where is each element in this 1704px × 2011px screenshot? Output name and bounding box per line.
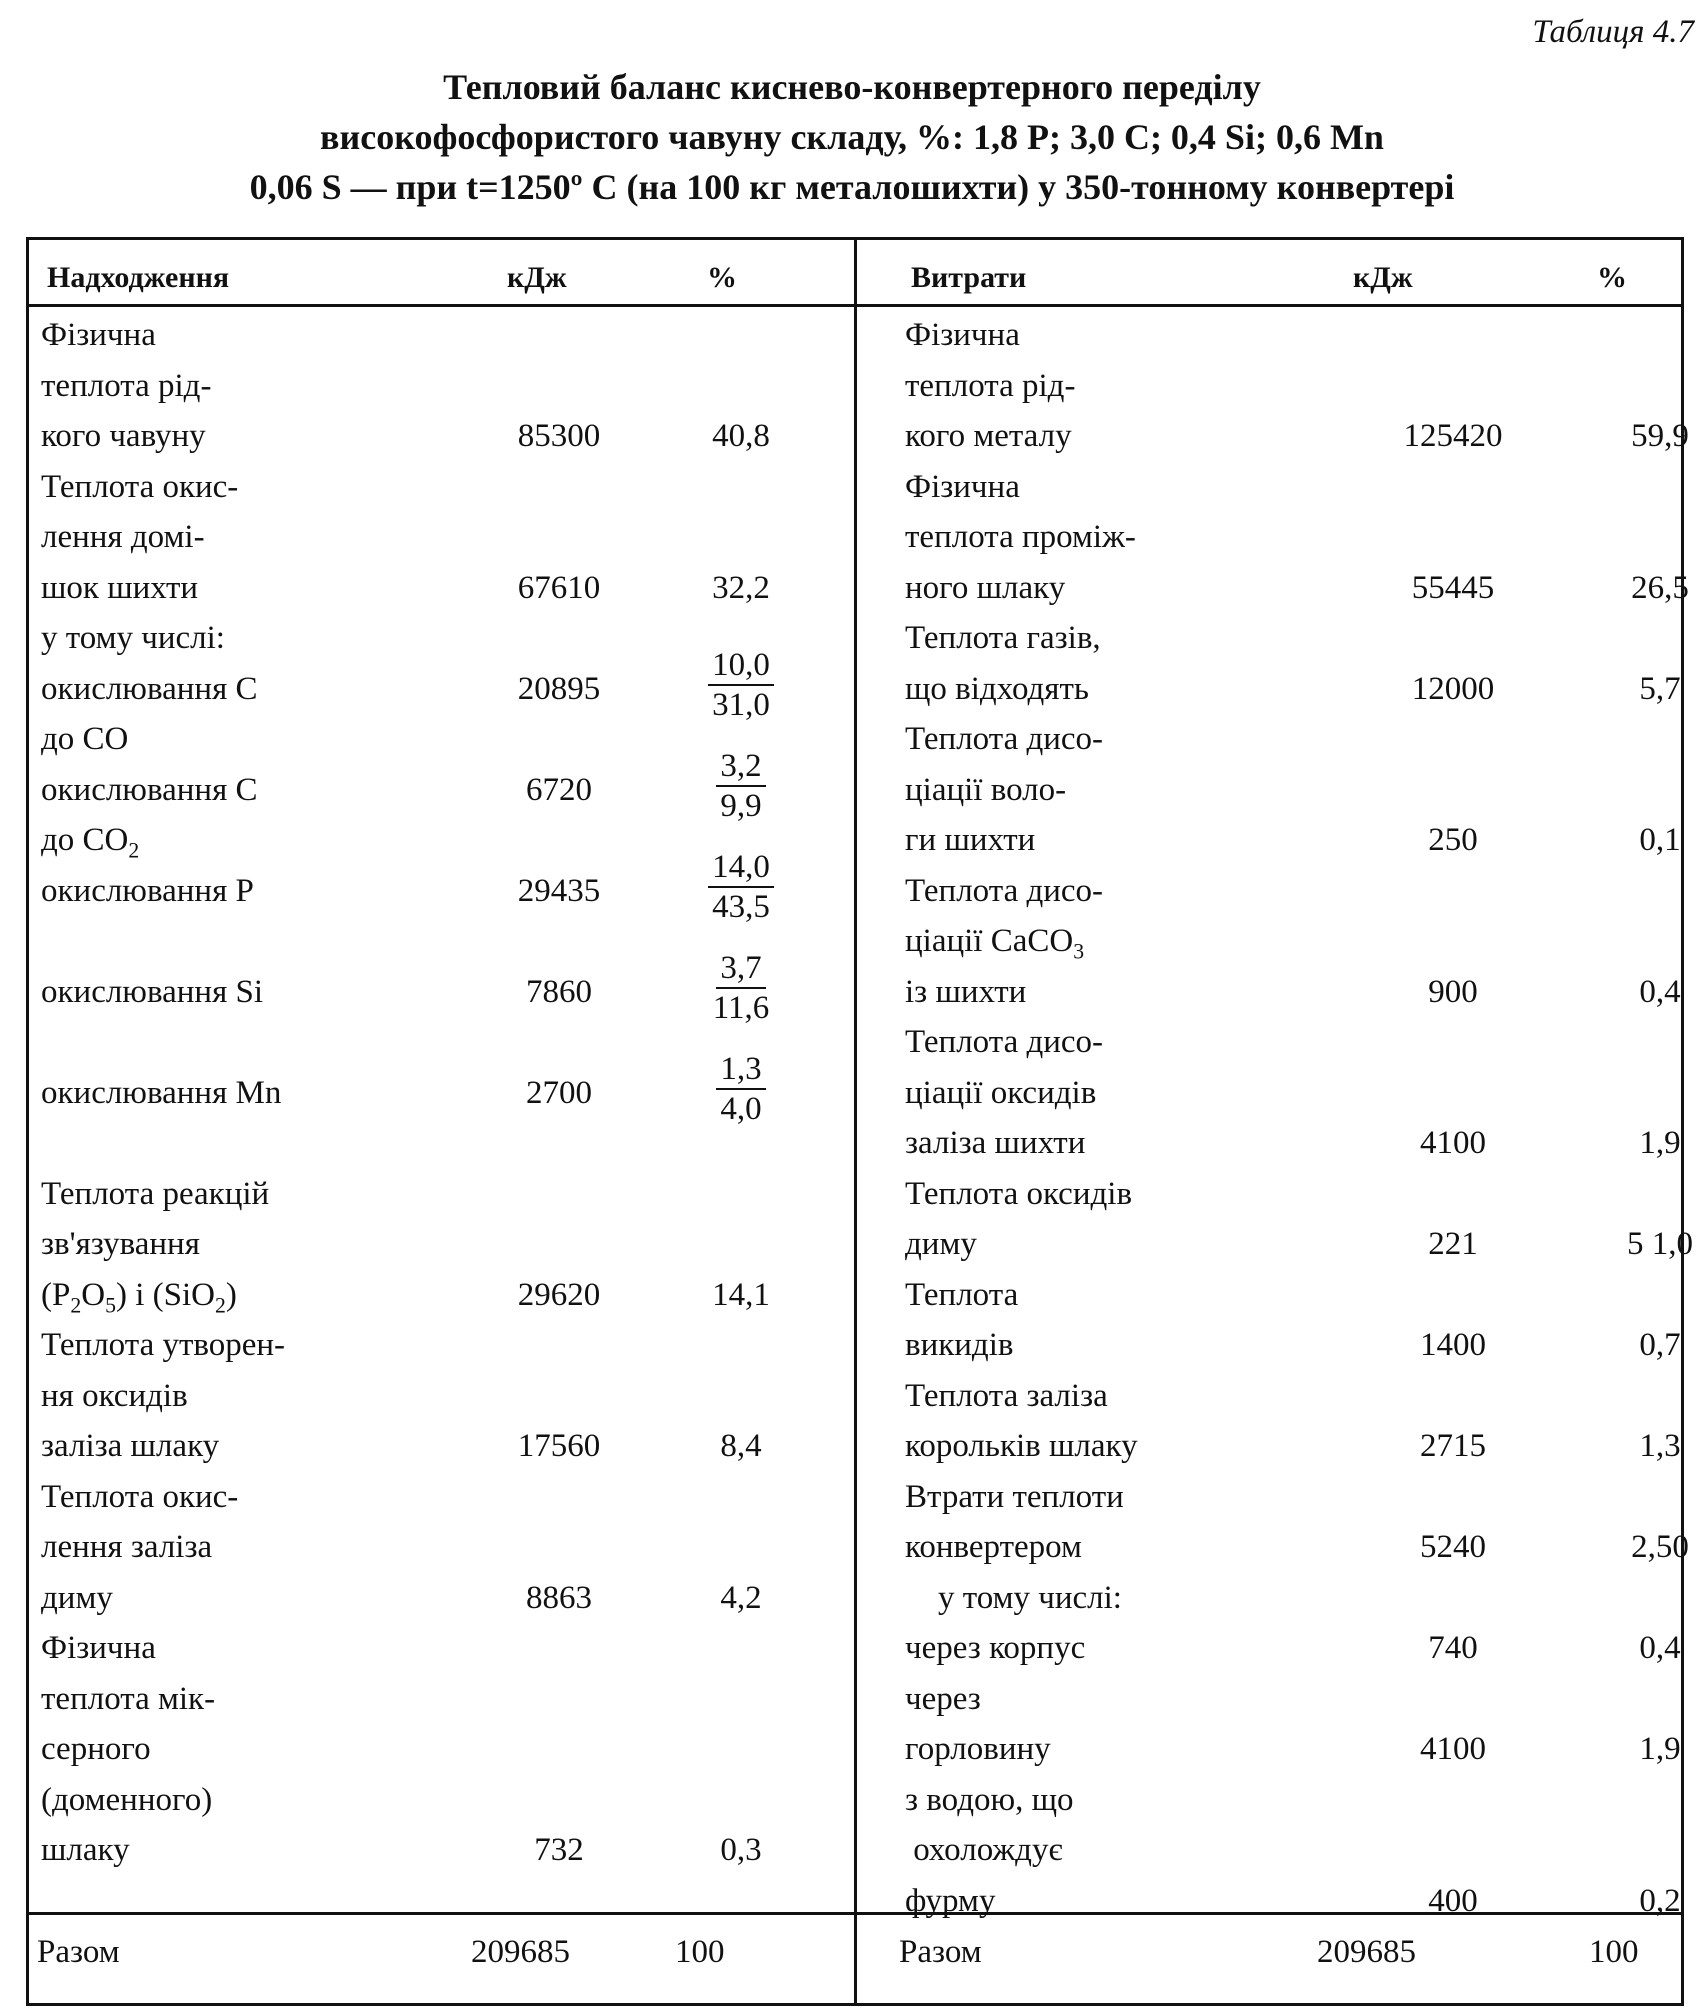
table-row [905,1573,1681,1674]
row-kj: 8863 [526,1579,592,1616]
expense-total-pct: 100 [1589,1934,1639,1970]
row-kj: 20895 [517,670,601,707]
income-total-kj: 209685 [471,1934,570,1970]
table-row [41,1118,841,1320]
row-label [41,310,211,462]
row-label-line: ціації оксидів [905,1074,1097,1111]
row-label [905,613,1101,714]
row-pct-fraction [686,1050,796,1128]
row-label-line: Теплота окис- [41,468,239,505]
row-pct: 0,4 [1639,973,1681,1010]
fraction-numerator: 3,7 [716,949,765,989]
fraction-denominator: 11,6 [712,990,770,1026]
row-label-line: Фізична [41,317,156,353]
row-label-line: зв'язування [41,1226,200,1262]
row-label-line: окислювання Р [41,872,254,909]
row-pct: 8,4 [720,1428,762,1464]
row-label-line [41,1118,269,1169]
row-kj: 4100 [1420,1125,1486,1161]
row-label-line: фурму [905,1882,996,1919]
row-kj: 2700 [526,1074,592,1111]
row-label [905,714,1103,866]
row-pct: 0,3 [720,1832,762,1868]
row-label [905,1017,1103,1169]
row-kj: 2715 [1420,1428,1486,1464]
row-label-line: $(P_2O_5)$ і (SiO$_2$) [41,1276,237,1318]
row-label [905,1169,1132,1270]
row-kj: 900 [1428,973,1478,1010]
table-row [905,1472,1689,1573]
table-row [41,613,841,723]
row-label-line: Теплота утворен- [41,1327,286,1363]
row-pct: 1,9 [1639,1125,1681,1161]
row-label [905,310,1075,462]
row-label-line: ціації CaCO$_3$ [905,923,1085,964]
row-label-line: у тому числі: [905,1579,1122,1616]
row-label-line: ня оксидів [41,1377,188,1414]
row-pct: 1,9 [1639,1731,1681,1767]
expense-rows [905,310,1693,1926]
row-label-line: ціації воло- [905,771,1067,808]
income-total-label: Разом [37,1934,120,1970]
row-label-line: конвертером [905,1529,1082,1565]
table-row [905,866,1681,1018]
row-pct: 40,8 [712,418,770,454]
row-pct-fraction [686,646,796,724]
table-row [905,1169,1693,1270]
row-label [41,462,238,614]
row-label-line: викидів [905,1327,1014,1363]
row-pct: 14,1 [712,1276,770,1313]
row-pct: 2,50 [1631,1529,1689,1565]
title-line-3: 0,06 S — при t=1250º C (на 100 кг металошихти) у 350-тонному конвертері [249,167,1455,207]
row-label-line: із шихти [905,973,1027,1010]
row-label-line: Теплота реакцій [41,1175,270,1212]
row-pct-fraction [686,848,796,926]
row-kj: 125420 [1403,418,1503,454]
row-label-line [41,916,263,967]
row-label-line: (доменного) [41,1781,213,1818]
row-pct: 5 1,0 [1627,1226,1693,1262]
row-label-line: шлаку [41,1832,130,1868]
row-label-line: лення домі- [41,519,205,555]
row-label-line: серного [41,1731,151,1767]
row-kj: 29435 [517,872,601,909]
row-label-line [41,1017,281,1068]
row-label [905,866,1103,1018]
row-label-line: теплота рід- [905,367,1076,404]
row-kj: 7860 [526,973,592,1010]
row-label [41,613,258,714]
row-label-line: Теплота дисо- [905,872,1104,909]
income-header-pct: % [707,261,737,294]
row-label-line: теплота рід- [41,367,212,404]
row-kj: 1400 [1420,1327,1486,1363]
row-label-line: окислювання Si [41,973,264,1010]
row-pct: 0,7 [1639,1327,1681,1363]
row-label-line: ги шихти [905,822,1036,858]
row-label-line: Втрати теплоти [905,1478,1124,1515]
table-row [41,815,841,925]
row-pct: 32,2 [712,569,770,606]
row-label-line: заліза шлаку [41,1428,220,1464]
row-label-line: окислювання С [41,771,258,808]
table-row [905,613,1681,714]
row-kj: 400 [1428,1882,1478,1919]
fraction-denominator: 31,0 [712,687,770,723]
row-label-line: Фізична [905,317,1020,353]
row-kj: 221 [1428,1226,1478,1262]
row-label [41,1472,238,1624]
table-row [905,714,1681,866]
table-row [41,916,841,1026]
row-label [41,815,254,916]
row-label-line: кого металу [905,418,1072,454]
income-header-kj: кДж [507,261,567,294]
row-label-line: заліза шихти [905,1125,1086,1161]
fraction-numerator: 3,2 [716,747,765,787]
table-row [905,1270,1681,1371]
row-label-line: кого чавуну [41,418,206,454]
title-line-1: Тепловий баланс киснево-конвертерного переділу [443,67,1261,107]
row-label-line: Фізична [41,1630,156,1666]
row-label-line: Теплота [905,1276,1019,1313]
row-pct: 5,7 [1639,670,1681,707]
row-label-line: Теплота оксидів [905,1175,1133,1212]
row-pct: 0,2 [1639,1882,1681,1919]
header-divider [29,304,1681,307]
table-row [41,1623,841,1876]
row-kj: 12000 [1411,670,1495,707]
row-label [905,1775,1074,1927]
row-kj: 67610 [517,569,601,606]
table-row [905,310,1689,462]
row-kj: 55445 [1411,569,1495,606]
table-row [905,1017,1681,1169]
row-pct: 26,5 [1631,569,1689,606]
row-label-line: лення заліза [41,1529,213,1565]
row-label-line: через [905,1680,981,1717]
table-row [41,1320,841,1472]
row-label-line: теплота проміж- [905,519,1136,555]
fraction-denominator: 4,0 [720,1091,762,1127]
fraction-denominator: 9,9 [720,788,762,824]
heat-balance-table [26,237,1693,2006]
table-row [905,1674,1681,1775]
row-label [905,1270,1018,1371]
row-label-line: Фізична [905,468,1020,505]
table-row [41,462,841,614]
row-label-line: Теплота дисо- [905,721,1104,757]
table-row [41,714,841,824]
row-label-line: що відходять [905,670,1089,707]
table-row [41,1472,841,1624]
table-row [905,462,1689,614]
row-kj: 6720 [526,771,592,808]
title-line-2: високофосфористого чавуну складу, %: 1,8 P; 3,0 C; 0,4 Si; 0,6 Mn [320,117,1384,157]
row-label-line: Теплота газів, [905,620,1101,656]
fraction-numerator: 14,0 [708,848,774,888]
row-label [41,916,263,1017]
row-pct: 0,4 [1639,1630,1681,1666]
table-number: Таблиця 4.7 [1532,14,1694,50]
row-pct-fraction [686,747,796,825]
expense-header-pct: % [1597,261,1627,294]
row-pct: 4,2 [720,1579,762,1616]
income-total-pct: 100 [675,1934,725,1970]
expense-header-kj: кДж [1353,261,1413,294]
row-label [41,1118,269,1320]
table-row [905,1775,1681,1927]
row-label-line: до СО [41,721,129,757]
row-kj: 17560 [517,1428,601,1464]
row-kj: 4100 [1420,1731,1486,1767]
table-row [41,1017,841,1127]
table-row [41,310,841,462]
row-label-line: охолождує [905,1832,1063,1868]
row-label [41,714,258,815]
table-row [905,1371,1681,1472]
row-label-line: до $СО_2$ [41,822,140,863]
row-label [905,1472,1124,1573]
row-label-line: окислювання Mn [41,1074,282,1111]
row-pct: 59,9 [1631,418,1689,454]
row-label-line: Теплота дисо- [905,1024,1104,1060]
row-kj: 732 [534,1832,584,1868]
row-label-line: теплота мік- [41,1680,216,1717]
row-label-line: корольків шлаку [905,1428,1138,1464]
row-kj: 740 [1428,1630,1478,1666]
row-label [41,1320,285,1472]
row-kj: 250 [1428,822,1478,858]
row-kj: 29620 [517,1276,601,1313]
row-pct: 0,1 [1639,822,1681,858]
expense-total-label: Разом [899,1934,982,1970]
row-label [905,1371,1138,1472]
row-label-line: горловину [905,1731,1051,1767]
row-kj: 5240 [1420,1529,1486,1565]
income-rows [41,310,841,1876]
row-label-line: диму [41,1579,113,1616]
expense-total-kj: 209685 [1317,1934,1416,1970]
table-title [0,62,1704,212]
fraction-denominator: 43,5 [712,889,770,925]
row-label-line: диму [905,1226,977,1262]
row-label-line: Теплота заліза [905,1377,1108,1414]
expense-header-item: Витрати [911,261,1027,294]
row-kj: 85300 [517,418,601,454]
row-label [905,1674,1051,1775]
column-divider [854,240,857,2003]
row-label-line: Теплота окис- [41,1478,239,1515]
income-header-item: Надходження [47,261,230,294]
row-label [41,1017,281,1118]
row-pct: 1,3 [1639,1428,1681,1464]
fraction-numerator: 1,3 [716,1050,765,1090]
row-label-line: шок шихти [41,569,199,606]
row-label [905,1573,1122,1674]
row-pct-fraction [686,949,796,1027]
row-label [905,462,1136,614]
row-label-line: ного шлаку [905,569,1066,606]
row-label-line: у тому числі: [41,620,225,656]
row-label [41,1623,215,1876]
row-label-line: через корпус [905,1630,1086,1666]
row-label-line: з водою, що [905,1781,1074,1818]
row-label-line: окислювання С [41,670,258,707]
fraction-numerator: 10,0 [708,646,774,686]
